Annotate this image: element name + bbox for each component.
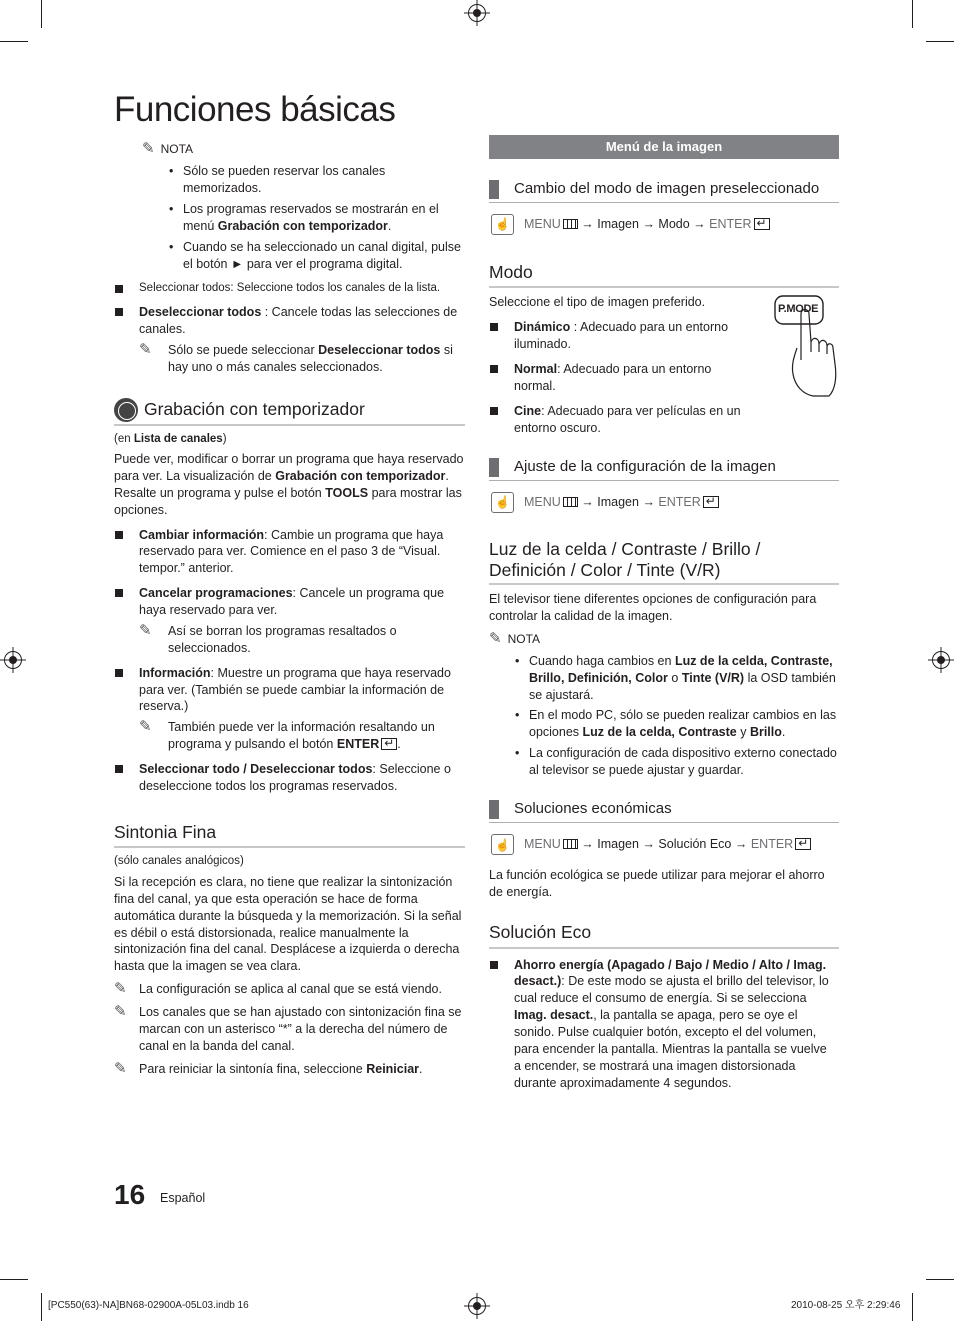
pencil-icon: ✎: [139, 718, 152, 736]
page-number: 16: [114, 1179, 146, 1210]
list-item: Información: Muestre un programa que haya reservado para ver. (También se puede cambiar la información de reserva.) ✎ También puede ver la información resaltando un programa y pulsando el botón ENTER↵ .: [114, 665, 465, 753]
list-item: Cambiar información: Cambie un programa que haya reservado para ver. Comience en el paso 3 de “Visual. tempor.” anterior.: [114, 527, 465, 578]
section-heading: Solución Eco: [489, 921, 839, 949]
subsection-heading: Soluciones económicas: [489, 799, 839, 823]
clock-icon: [114, 398, 138, 422]
list-item: Ahorro energía (Apagado / Bajo / Medio / Alto / Imag. desact.): De este modo se ajusta el brillo del televisor, lo cual reduce el consumo de energía. Si se selecciona Imag. desact., la pantalla se apaga, pero se oye el sonido. Pulse cualquier botón, excepto el del volumen, para encender la pantalla. Mientras la pantalla se vuelve a encender, se mostrará una imagen distorsionada durante aproximadamente 4 segundos.: [489, 957, 829, 1092]
print-slug-left: [PC550(63)-NA]BN68-02900A-05L03.indb 16: [48, 1300, 249, 1311]
body-text: La función ecológica se puede utilizar para mejorar el ahorro de energía.: [489, 868, 825, 900]
right-column: [489, 135, 839, 1092]
list-item: • La configuración de cada dispositivo externo conectado al televisor se puede ajustar y guardar.: [515, 745, 839, 779]
mode-block: [489, 294, 839, 436]
hand-icon: ☝: [491, 834, 514, 855]
note-header: [489, 629, 839, 649]
crop-mark: [926, 1279, 954, 1280]
context-text: (sólo canales analógicos): [114, 855, 244, 868]
pmode-label: P.MODE: [778, 303, 819, 316]
channel-options-list: [114, 281, 465, 376]
body-text: Si la recepción es clara, no tiene que realizar la sintonización fina del canal, ya que esta operación se hace de forma automática durante la búsqueda y la memorización. Si la señal es débil o está distorsionada, realice manualmente la sintonización fina del canal. Desplácese a izquierda o derecha hasta que la imagen se vea clara.: [114, 874, 462, 974]
list-item: Seleccionar todo / Deseleccionar todos: Seleccione o deseleccione todos los programas reservados.: [114, 761, 465, 795]
list-item: • En el modo PC, sólo se pueden realizar cambios en las opciones Luz de la celda, Contraste y Brillo.: [515, 707, 839, 741]
registration-mark-icon: [932, 651, 950, 669]
menu-icon: [563, 839, 578, 849]
list-item: Deseleccionar todos : Cancele todas las selecciones de canales. ✎ Sólo se puede seleccionar Deseleccionar todos si hay uno o más canales seleccionados.: [114, 304, 465, 376]
registration-mark-icon: [468, 1297, 486, 1315]
subsection-heading: Cambio del modo de imagen preseleccionado: [489, 179, 839, 203]
list-item: • Cuando haga cambios en Luz de la celda, Contraste, Brillo, Definición, Color o Tinte (V/R) la OSD también se ajustará.: [515, 653, 839, 704]
registration-mark-icon: [468, 4, 486, 22]
list-item: • Sólo se pueden reservar los canales memorizados.: [169, 163, 465, 197]
section-heading: Grabación con temporizador: [114, 398, 465, 426]
pmode-button-illustration: [773, 294, 839, 400]
list-item: • Los programas reservados se mostrarán en el menú Grabación con temporizador.: [169, 201, 465, 235]
crop-mark: [912, 1293, 913, 1321]
pencil-icon: ✎: [114, 1003, 127, 1021]
sub-note: ✎ La configuración se aplica al canal que se está viendo.: [114, 981, 465, 998]
body-text: Seleccione el tipo de imagen preferido.: [489, 295, 706, 310]
list-item: Seleccionar todos: Seleccione todos los canales de la lista.: [114, 281, 465, 297]
menu-icon: [563, 497, 578, 507]
timer-options-list: [114, 527, 465, 795]
section-heading: Modo: [489, 261, 839, 289]
crop-mark: [0, 41, 28, 42]
sub-note: ✎ Para reiniciar la sintonía fina, seleccione Reiniciar.: [114, 1061, 465, 1078]
note-label: NOTA: [160, 142, 194, 157]
sub-note: ✎ Así se borran los programas resaltados o seleccionados.: [139, 621, 397, 655]
list-item: Cine: Adecuado para ver películas en un entorno oscuro.: [489, 403, 751, 437]
enter-icon: [703, 496, 719, 508]
body-text: Puede ver, modificar o borrar un programa que haya reservado para ver. La visualización de Grabación con temporizador. Resalte un programa y pulse el botón TOOLS para mostrar las opciones.: [114, 452, 464, 517]
crop-mark: [41, 0, 42, 28]
pencil-icon: ✎: [489, 629, 502, 647]
crop-mark: [0, 1279, 28, 1280]
pencil-icon: ✎: [114, 980, 127, 998]
section-heading: Luz de la celda / Contraste / Brillo / Definición / Color / Tinte (V/R): [489, 539, 839, 585]
subsection-heading: Ajuste de la configuración de la imagen: [489, 457, 839, 481]
enter-icon: [795, 838, 811, 850]
mode-list: [489, 319, 751, 436]
pencil-icon: ✎: [139, 340, 152, 358]
sub-note: ✎ Los canales que se han ajustado con sintonización fina se marcan con un asterisco “*” a la derecha del número de canal en la banda del canal.: [114, 1003, 462, 1053]
enter-icon: [754, 218, 770, 230]
note-header: [142, 139, 465, 159]
menu-bar-heading: Menú de la imagen: [489, 135, 839, 159]
note-label: NOTA: [507, 631, 541, 646]
menu-icon: [563, 219, 578, 229]
menu-path: ☝ MENU → Imagen → Solución Eco → ENTER↵: [491, 834, 839, 855]
menu-path: ☝ MENU → Imagen → Modo → ENTER↵: [491, 214, 839, 235]
left-column: [114, 135, 465, 1078]
list-item: Normal: Adecuado para un entorno normal.: [489, 361, 751, 395]
crop-mark: [41, 1293, 42, 1321]
list-item: Cancelar programaciones: Cancele un programa que haya reservado para ver. ✎ Así se borran los programas resaltados o seleccionados.: [114, 585, 465, 657]
menu-path: ☝ MENU → Imagen → ENTER↵: [491, 492, 839, 513]
footer-language: Español: [160, 1191, 206, 1205]
hand-icon: ☝: [491, 214, 514, 235]
crop-mark: [912, 0, 913, 28]
pencil-icon: ✎: [142, 140, 155, 157]
print-slug-right: 2010-08-25 오후 2:29:46: [791, 1300, 901, 1311]
registration-mark-icon: [4, 651, 22, 669]
note-list: [515, 653, 839, 779]
list-item: • Cuando se ha seleccionado un canal digital, pulse el botón ► para ver el programa digital.: [169, 239, 465, 273]
sub-note: ✎ Sólo se puede seleccionar Deseleccionar todos si hay uno o más canales seleccionados.: [139, 340, 453, 374]
eco-list: [489, 957, 829, 1092]
page-title: Funciones básicas: [114, 90, 396, 129]
pencil-icon: ✎: [114, 1059, 127, 1077]
pencil-icon: ✎: [139, 621, 152, 639]
note-list: [169, 163, 465, 272]
sub-note: ✎ También puede ver la información resaltando un programa y pulsando el botón ENTER↵ .: [139, 719, 465, 753]
crop-mark: [926, 41, 954, 42]
body-text: El televisor tiene diferentes opciones de configuración para controlar la calidad de la imagen.: [489, 591, 817, 623]
enter-icon: [381, 738, 397, 750]
hand-icon: ☝: [491, 492, 514, 513]
list-item: Dinámico : Adecuado para un entorno iluminado.: [489, 319, 751, 353]
context-text: (en Lista de canales): [114, 432, 227, 445]
section-heading: Sintonia Fina: [114, 821, 465, 849]
